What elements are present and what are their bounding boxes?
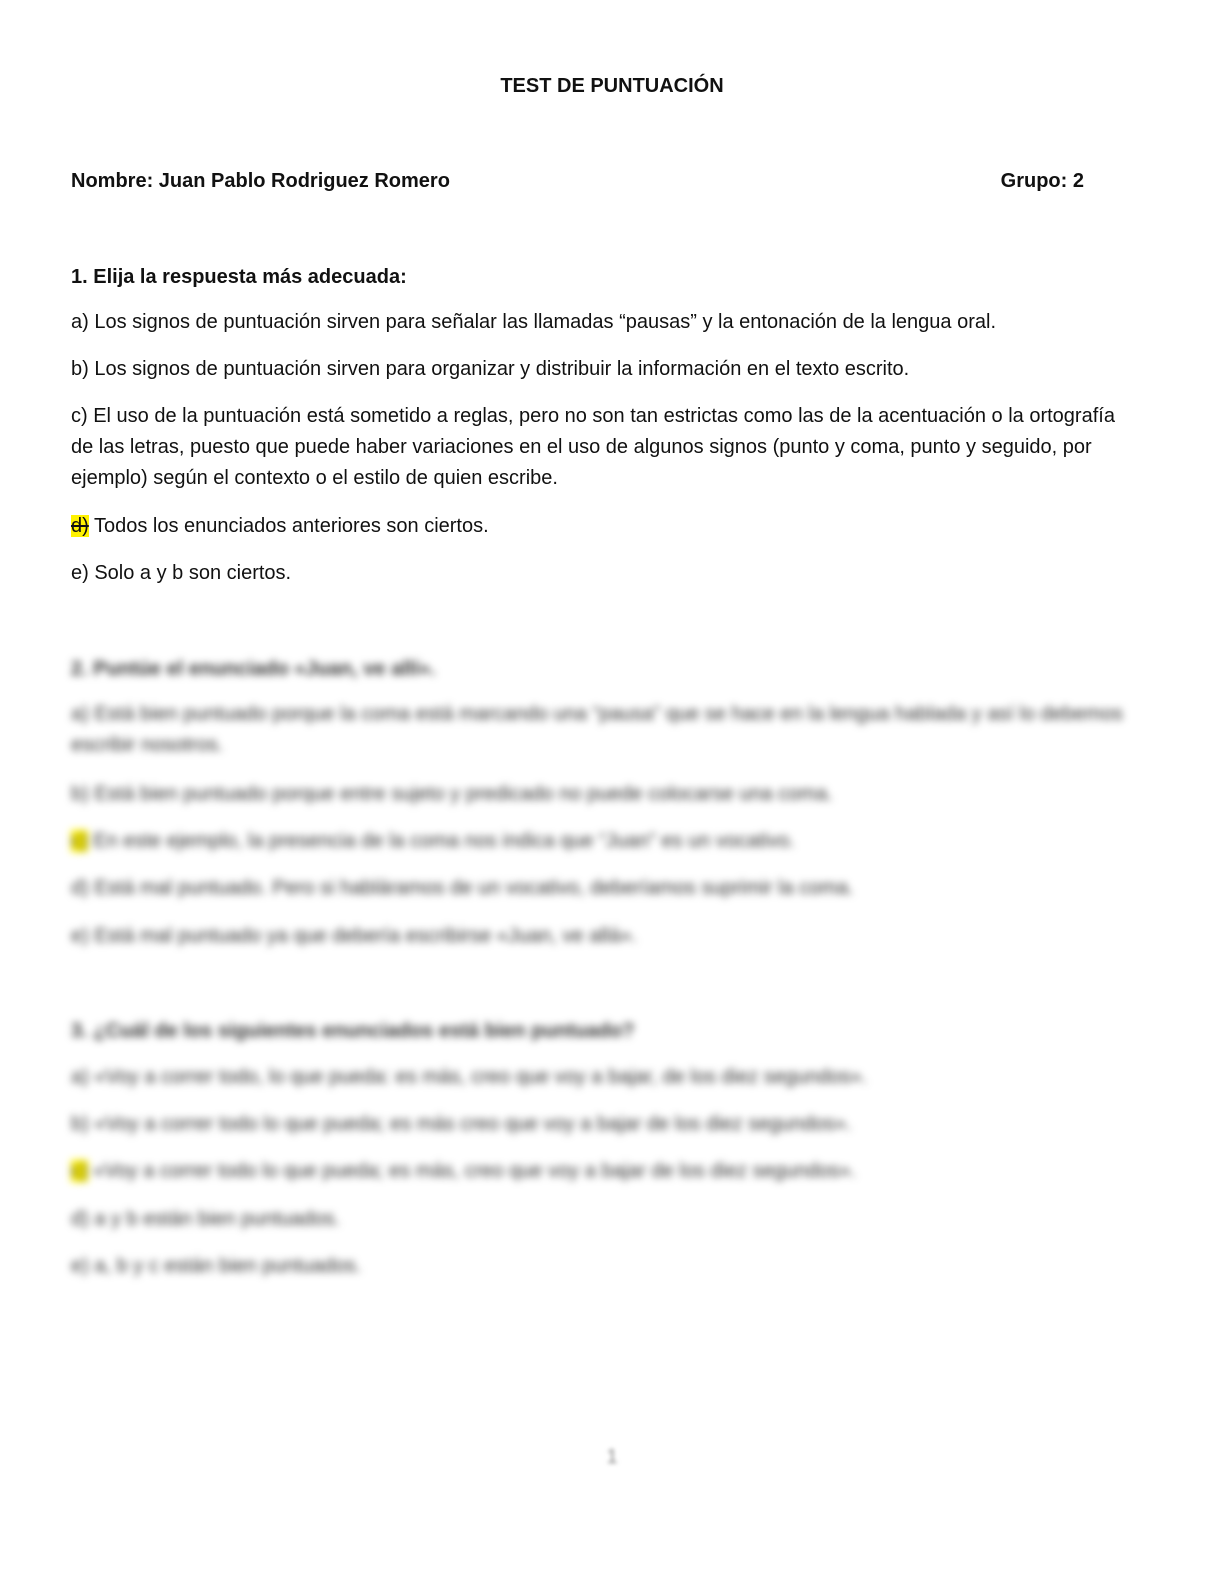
question-2-option-d: d) Está mal puntuado. Pero si habláramos de un vocativo, deberíamos suprimir la coma. (71, 877, 854, 899)
option-text: «Voy a correr todo lo que pueda; es más, creo que voy a bajar de los diez segundos». (87, 1160, 856, 1182)
question-1-heading: 1. Elija la respuesta más adecuada: (71, 266, 407, 288)
selected-answer-marker: c) (71, 1160, 88, 1182)
question-1-option-d (71, 511, 1141, 542)
question-2-heading: 2. Puntúe el enunciado «Juan, ve allí». (71, 658, 436, 680)
page-number: 1 (606, 1446, 618, 1468)
student-group: Grupo: 2 (1000, 170, 1084, 192)
selected-answer-marker: c) (71, 830, 88, 852)
page-title: TEST DE PUNTUACIÓN (500, 75, 724, 97)
question-1-option-a: a) Los signos de puntuación sirven para señalar las llamadas “pausas” y la entonación de la lengua oral. (71, 311, 997, 333)
question-2-option-c (71, 826, 1141, 857)
selected-answer-marker: d) (71, 515, 89, 537)
question-3-option-d: d) a y b están bien puntuados. (71, 1208, 341, 1230)
question-3-option-e: e) a, b y c están bien puntuados. (71, 1255, 362, 1277)
question-3-option-c (71, 1156, 1141, 1187)
question-2-option-b: b) Está bien puntuado porque entre sujeto y predicado no puede colocarse una coma. (71, 783, 833, 805)
question-1-option-e: e) Solo a y b son ciertos. (71, 562, 292, 584)
question-2-option-a: a) Está bien puntuado porque la coma está marcando una “pausa” que se hace en la lengua hablada y así lo debemos escribir nosotros. (71, 703, 1123, 756)
student-name: Nombre: Juan Pablo Rodriguez Romero (71, 170, 450, 192)
question-2-option-e: e) Está mal puntuado ya que debería escribirse «Juan, ve allá». (71, 925, 637, 947)
student-header (71, 168, 1084, 194)
question-1-option-b: b) Los signos de puntuación sirven para organizar y distribuir la información en el texto escrito. (71, 358, 910, 380)
question-3-option-b: b) «Voy a correr todo lo que pueda; es más creo que voy a bajar de los diez segundos». (71, 1113, 852, 1135)
option-text: En este ejemplo, la presencia de la coma nos indica que “Juan” es un vocativo. (87, 830, 795, 852)
question-3-option-a: a) «Voy a correr todo, lo que pueda: es más, creo que voy a bajar, de los diez segundos». (71, 1066, 868, 1088)
question-3-heading: 3. ¿Cuál de los siguientes enunciados está bien puntuado? (71, 1020, 635, 1042)
option-text: Todos los enunciados anteriores son ciertos. (88, 515, 489, 537)
question-1-option-c: c) El uso de la puntuación está sometido a reglas, pero no son tan estrictas como las de la acentuación o la ortografía de las letras, puesto que puede haber variaciones en el uso de algunos signos (punto y coma, punto y seguido, por ejemplo) según el contexto o el estilo de quien escribe. (71, 405, 1115, 489)
